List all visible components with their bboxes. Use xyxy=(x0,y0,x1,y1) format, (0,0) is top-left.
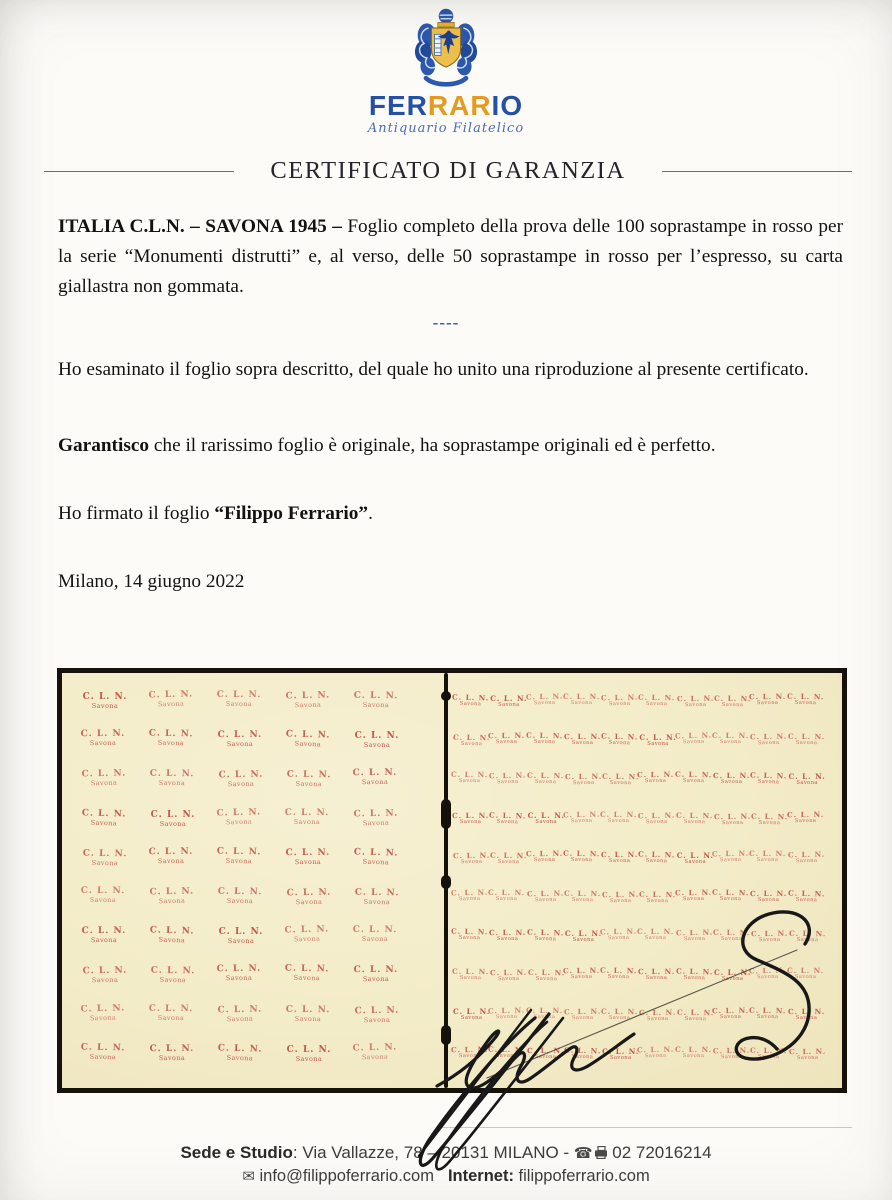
footer-contacts xyxy=(0,1143,892,1186)
overprint: C. L. N. Savona xyxy=(674,1044,713,1059)
overprint: C. L. N. Savona xyxy=(564,771,603,787)
website-address: filippoferrario.com xyxy=(513,1167,650,1185)
verso-espresso-sheet xyxy=(70,681,410,1073)
phone-number: 02 72016214 xyxy=(607,1143,712,1162)
overprint: C. L. N. Savona xyxy=(149,925,195,945)
address-text: : Via Vallazze, 78 – 20131 MILANO - xyxy=(292,1143,574,1162)
overprint: C. L. N. Savona xyxy=(563,731,602,746)
overprint: C. L. N. Savona xyxy=(216,807,262,826)
overprint: C. L. N. Savona xyxy=(353,847,399,867)
overprint: C. L. N. Savona xyxy=(81,808,127,827)
overprint: C. L. N. Savona xyxy=(354,887,400,907)
fold-blob xyxy=(441,875,451,889)
overprint: C. L. N. Savona xyxy=(150,966,196,985)
overprint: C. L. N. Savona xyxy=(750,770,788,786)
overprint: C. L. N. Savona xyxy=(218,927,264,946)
front-monumenti-sheet xyxy=(450,681,826,1073)
overprint: C. L. N. Savona xyxy=(637,926,675,941)
paragraph-signed xyxy=(58,499,843,529)
overprint: C. L. N. Savona xyxy=(452,850,491,865)
overprint: C. L. N. Savona xyxy=(488,1004,526,1020)
overprint: C. L. N. Savona xyxy=(488,730,526,746)
overprint: C. L. N. Savona xyxy=(285,729,331,749)
overprint: C. L. N. Savona xyxy=(602,1046,640,1061)
overprint: C. L. N. Savona xyxy=(216,964,262,983)
overprint: C. L. N. Savona xyxy=(602,889,640,904)
overprint: C. L. N. Savona xyxy=(148,689,194,709)
signed-name-bold: “Filippo Ferrario” xyxy=(214,503,369,524)
overprint: C. L. N. Savona xyxy=(638,692,676,707)
overprint: C. L. N. Savona xyxy=(525,1005,563,1020)
wordmark-rar: RAR xyxy=(427,90,492,121)
email-address: info@filippoferrario.com xyxy=(254,1167,434,1185)
guarantee-rest: che il rarissimo foglio è originale, ha soprastampe originali ed è perfetto. xyxy=(149,435,716,456)
overprint: C. L. N. Savona xyxy=(490,967,528,983)
overprint: C. L. N. Savona xyxy=(80,729,126,748)
overprint: C. L. N. Savona xyxy=(674,730,712,746)
overprint: C. L. N. Savona xyxy=(599,926,638,942)
overprint: C. L. N. Savona xyxy=(82,692,128,710)
overprint: C. L. N. Savona xyxy=(218,770,264,789)
overprint: C. L. N. Savona xyxy=(489,770,527,786)
brand-wordmark xyxy=(0,92,892,120)
overprint: C. L. N. Savona xyxy=(450,887,489,902)
title-row xyxy=(44,157,852,185)
overprint: C. L. N. Savona xyxy=(526,1045,564,1060)
overprint: C. L. N. Savona xyxy=(564,928,603,943)
overprint: C. L. N. Savona xyxy=(711,730,750,745)
overprint: C. L. N. Savona xyxy=(711,848,750,863)
overprint: C. L. N. Savona xyxy=(675,810,714,825)
overprint: C. L. N. Savona xyxy=(526,770,564,786)
overprint: C. L. N. Savona xyxy=(788,772,826,787)
overprint: C. L. N. Savona xyxy=(638,849,676,864)
overprint: C. L. N. Savona xyxy=(749,1004,787,1020)
overprint: C. L. N. Savona xyxy=(787,731,825,747)
overprint: C. L. N. Savona xyxy=(490,693,528,708)
overprint: C. L. N. Savona xyxy=(353,690,399,710)
overprint: C. L. N. Savona xyxy=(217,1004,263,1023)
signed-post: . xyxy=(368,503,373,524)
overprint: C. L. N. Savona xyxy=(148,846,194,865)
wordmark-io: IO xyxy=(491,90,524,121)
overprint: C. L. N. Savona xyxy=(563,1045,602,1060)
overprint: C. L. N. Savona xyxy=(675,966,714,982)
overprint: C. L. N. Savona xyxy=(601,731,639,747)
overprint: C. L. N. Savona xyxy=(526,888,564,903)
overprint: C. L. N. Savona xyxy=(284,807,330,826)
paragraph-guarantee xyxy=(58,431,843,461)
overprint: C. L. N. Savona xyxy=(284,963,330,983)
overprint: C. L. N. Savona xyxy=(81,926,127,945)
brand-tagline: Antiquario Filatelico xyxy=(367,121,525,136)
overprint: C. L. N. Savona xyxy=(150,809,196,828)
overprint: C. L. N. Savona xyxy=(600,965,638,981)
overprint: C. L. N. Savona xyxy=(601,1006,639,1021)
paragraph-examined: Ho esaminato il foglio sopra descritto, del quale ho unito una riproduzione al presente certificato. xyxy=(58,359,809,380)
overprint: C. L. N. Savona xyxy=(712,771,751,786)
overprint: C. L. N. Savona xyxy=(451,966,490,982)
overprint: C. L. N. Savona xyxy=(352,925,398,944)
overprint: C. L. N. Savona xyxy=(149,769,195,788)
overprint: C. L. N. Savona xyxy=(562,848,601,863)
overprint: C. L. N. Savona xyxy=(788,928,826,944)
overprint: C. L. N. Savona xyxy=(149,886,195,906)
overprint: C. L. N. Savona xyxy=(81,769,127,788)
overprint: C. L. N. Savona xyxy=(602,771,640,787)
overprint: C. L. N. Savona xyxy=(82,848,128,867)
overprint: C. L. N. Savona xyxy=(676,1007,715,1022)
overprint: C. L. N. Savona xyxy=(675,927,713,943)
overprint: C. L. N. Savona xyxy=(148,728,194,748)
overprint: C. L. N. Savona xyxy=(525,730,564,746)
overprint: C. L. N. Savona xyxy=(286,770,332,789)
overprint: C. L. N. Savona xyxy=(563,1005,602,1021)
heraldic-crest-icon xyxy=(400,6,492,90)
wordmark-fer: FER xyxy=(368,90,428,121)
fold-blob xyxy=(441,691,451,701)
overprint: C. L. N. Savona xyxy=(354,731,400,750)
overprint: C. L. N. Savona xyxy=(676,850,714,865)
overprint: C. L. N. Savona xyxy=(713,811,752,826)
certificate-title: CERTIFICATO DI GARANZIA xyxy=(270,157,626,184)
guarantee-bold: Garantisco xyxy=(58,435,150,456)
overprint: C. L. N. Savona xyxy=(489,927,527,942)
overprint: C. L. N. Savona xyxy=(217,1043,263,1063)
overprint: C. L. N. Savona xyxy=(562,965,601,981)
logo-block xyxy=(0,6,892,136)
overprint: C. L. N. Savona xyxy=(601,849,639,864)
overprint: C. L. N. Savona xyxy=(526,927,565,943)
overprint: C. L. N. Savona xyxy=(639,889,677,904)
internet-label: Internet: xyxy=(447,1167,514,1185)
overprint: C. L. N. Savona xyxy=(527,811,565,826)
dateline: Milano, 14 giugno 2022 xyxy=(58,571,245,592)
overprint: C. L. N. Savona xyxy=(750,731,788,747)
overprint: C. L. N. Savona xyxy=(638,967,676,982)
overprint: C. L. N. Savona xyxy=(488,887,526,902)
overprint: C. L. N. Savona xyxy=(82,966,128,985)
overprint: C. L. N. Savona xyxy=(452,732,491,748)
overprint: C. L. N. Savona xyxy=(488,1044,526,1059)
overprint: C. L. N. Savona xyxy=(787,888,826,903)
fax-icon xyxy=(594,1146,608,1159)
overprint: C. L. N. Savona xyxy=(285,690,331,710)
overprint: C. L. N. Savona xyxy=(637,1044,675,1059)
overprint: C. L. N. Savona xyxy=(527,967,565,983)
footer-web-line xyxy=(0,1167,892,1186)
overprint: C. L. N. Savona xyxy=(751,928,789,944)
overprint: C. L. N. Savona xyxy=(750,1045,788,1060)
overprint: C. L. N. Savona xyxy=(562,691,601,706)
overprint: C. L. N. Savona xyxy=(450,1044,489,1059)
divider-dashes: ---- xyxy=(432,313,460,332)
paragraph-description xyxy=(58,212,843,302)
overprint: C. L. N. Savona xyxy=(353,808,399,827)
overprint: C. L. N. Savona xyxy=(786,966,824,981)
overprint: C. L. N. Savona xyxy=(80,1003,126,1022)
overprint: C. L. N. Savona xyxy=(450,770,489,785)
overprint: C. L. N. Savona xyxy=(286,887,332,907)
description-lead-bold: ITALIA C.L.N. – SAVONA 1945 – xyxy=(58,216,342,237)
overprint: C. L. N. Savona xyxy=(353,965,399,984)
overprint: C. L. N. Savona xyxy=(80,885,126,905)
overprint: C. L. N. Savona xyxy=(749,848,787,863)
title-rule-left xyxy=(44,171,234,172)
overprint: C. L. N. Savona xyxy=(80,1042,126,1062)
description-rest: Foglio completo della prova delle 100 soprastampe in rosso per la serie “Monumenti distrutti” e, al verso, delle 50 soprastampe in rosso per l’espresso, su carta giallastra non gommata. xyxy=(58,216,843,297)
overprint: C. L. N. Savona xyxy=(639,1007,677,1022)
overprint: C. L. N. Savona xyxy=(600,692,639,707)
title-rule-right xyxy=(662,171,852,172)
overprint: C. L. N. Savona xyxy=(638,809,676,825)
overprint: C. L. N. Savona xyxy=(563,888,602,903)
fold-blob xyxy=(441,799,451,829)
overprint: C. L. N. Savona xyxy=(148,1003,194,1022)
stamp-sheet-photo xyxy=(57,668,847,1093)
stamp-sheet-paper xyxy=(62,673,842,1088)
overprint: C. L. N. Savona xyxy=(490,850,528,865)
overprint: C. L. N. Savona xyxy=(352,768,398,787)
overprint: C. L. N. Savona xyxy=(711,887,750,902)
overprint: C. L. N. Savona xyxy=(352,1042,398,1062)
overprint: C. L. N. Savona xyxy=(637,769,675,785)
overprint: C. L. N. Savona xyxy=(711,1005,750,1020)
overprint: C. L. N. Savona xyxy=(525,691,563,706)
phone-icon: ☎ xyxy=(573,1144,593,1162)
overprint: C. L. N. Savona xyxy=(285,847,331,866)
overprint: C. L. N. Savona xyxy=(354,1005,400,1024)
footer-address-line xyxy=(0,1143,892,1163)
overprint: C. L. N. Savona xyxy=(217,730,263,749)
overprint: C. L. N. Savona xyxy=(451,810,490,825)
address-label: Sede e Studio xyxy=(180,1143,293,1162)
overprint: C. L. N. Savona xyxy=(674,769,713,785)
overprint: C. L. N. Savona xyxy=(786,691,824,706)
overprint: C. L. N. Savona xyxy=(525,848,563,863)
fold-blob xyxy=(441,1025,451,1045)
overprint: C. L. N. Savona xyxy=(712,1045,751,1060)
overprint: C. L. N. Savona xyxy=(787,1006,825,1021)
overprint: C. L. N. Savona xyxy=(149,1043,195,1062)
overprint: C. L. N. Savona xyxy=(216,846,262,866)
overprint: C. L. N. Savona xyxy=(676,693,715,708)
overprint: C. L. N. Savona xyxy=(562,808,601,824)
email-icon: ✉ xyxy=(242,1167,255,1185)
overprint: C. L. N. Savona xyxy=(451,692,490,707)
overprint: C. L. N. Savona xyxy=(453,1007,491,1022)
overprint: C. L. N. Savona xyxy=(712,927,751,943)
overprint: C. L. N. Savona xyxy=(786,809,824,824)
overprint: C. L. N. Savona xyxy=(600,809,638,824)
overprint: C. L. N. Savona xyxy=(489,809,527,825)
overprint: C. L. N. Savona xyxy=(751,811,789,826)
sleeve-crease-line xyxy=(440,1127,852,1128)
overprint: C. L. N. Savona xyxy=(788,1046,826,1061)
overprint: C. L. N. Savona xyxy=(749,965,787,981)
overprint: C. L. N. Savona xyxy=(713,968,752,983)
signed-pre: Ho firmato il foglio xyxy=(58,503,215,524)
overprint: C. L. N. Savona xyxy=(713,693,752,708)
overprint: C. L. N. Savona xyxy=(787,849,825,864)
overprint: C. L. N. Savona xyxy=(750,888,788,903)
overprint: C. L. N. Savona xyxy=(749,691,787,706)
overprint: C. L. N. Savona xyxy=(286,1044,332,1063)
overprint: C. L. N. Savona xyxy=(284,924,330,944)
overprint: C. L. N. Savona xyxy=(216,689,262,709)
overprint: C. L. N. Savona xyxy=(674,887,712,902)
overprint: C. L. N. Savona xyxy=(217,886,263,906)
overprint: C. L. N. Savona xyxy=(285,1004,331,1023)
overprint: C. L. N. Savona xyxy=(639,732,677,747)
overprint: C. L. N. Savona xyxy=(451,926,489,942)
